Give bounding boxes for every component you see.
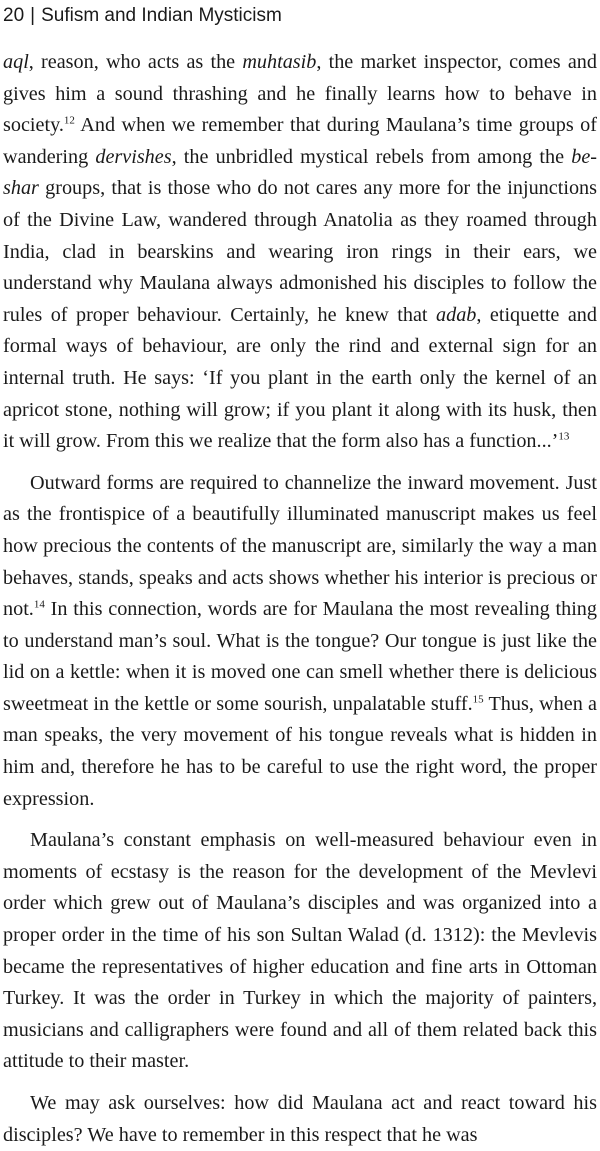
paragraph-gap [3, 1078, 597, 1088]
paragraph-2 [3, 468, 597, 816]
italic-term: muhtasib [242, 51, 317, 73]
running-header [3, 4, 282, 28]
text-run: , the unbridled mystical rebels from among the [171, 145, 572, 168]
text-run: In this connection, words are for Maulana the most revealing thing to understand man’s soul. What is the tongue? Our tongue is just like the lid on a kettle: when it is moved one can smell whether there is delicious sweetmeat in the kettle or some sourish, unpalatable stuff. [3, 598, 597, 715]
paragraph-gap [3, 458, 597, 468]
footnote-ref: 13 [558, 430, 570, 443]
italic-term: be-shar [3, 145, 597, 200]
text-run: We may ask ourselves: how did Maulana act and react toward his disciples? We have to remember in this respect that he was [3, 1092, 597, 1146]
text-run: And when we remember that during Maulana’s time groups of wandering [3, 114, 597, 168]
footnote-ref: 12 [63, 114, 75, 127]
italic-term: adab [436, 303, 477, 326]
text-run: , the market inspector, comes and gives him a sound thrashing and he finally learns how to behave in society. [3, 51, 597, 137]
paragraph-4 [3, 1088, 597, 1151]
text-run: , reason, who acts as the [28, 51, 243, 73]
italic-term: aql [3, 51, 29, 73]
paragraph-1 [3, 47, 597, 458]
text-run: groups, that is those who do not cares any more for the injunctions of the Divine Law, wandered through Anatolia as they roamed through India, clad in bearskins and wearing iron rings in their ears, we understand why Maulana always admonished his disciples to follow the rules of proper behaviour. Certainly, he knew that [3, 177, 597, 326]
italic-term: dervishes [95, 145, 172, 168]
text-run: Thus, when a man speaks, the very movement of his tongue reveals what is hidden in him and, therefore he has to be careful to use the right word, the proper expression. [3, 692, 597, 810]
running-title: Sufism and Indian Mysticism [41, 5, 282, 26]
text-run: Outward forms are required to channelize the inward movement. Just as the frontispice of a beautifully illuminated manuscript makes us feel how precious the contents of the manuscript are, similarly the way a man behaves, stands, speaks and acts shows whether his interior is precious or not. [3, 471, 597, 621]
paragraph-3 [3, 825, 597, 1078]
text-run: Maulana’s constant emphasis on well-measured behaviour even in moments of ecstasy is the reason for the development of the Mevlevi order which grew out of Maulana’s disciples and was organized into a proper order in the time of his son Sultan Walad (d. 1312): the Mevlevis became the representatives of higher education and fine arts in Ottoman Turkey. It was the order in Turkey in which the majority of painters, musicians and calligraphers were found and all of them related back this attitude to their master. [3, 829, 597, 1073]
footnote-ref: 14 [33, 598, 45, 611]
page-number: 20 [3, 5, 25, 26]
header-separator: | [30, 5, 36, 26]
page-body [3, 47, 597, 1151]
text-run: , etiquette and formal ways of behaviour, are only the rind and external sign for an internal truth. He says: ‘If you plant in the earth only the kernel of an apricot stone, nothing will grow; if you plant it along with its husk, then it will grow. From this we realize that the form also has a function...’ [3, 303, 597, 453]
footnote-ref: 15 [472, 693, 484, 706]
paragraph-gap [3, 815, 597, 825]
